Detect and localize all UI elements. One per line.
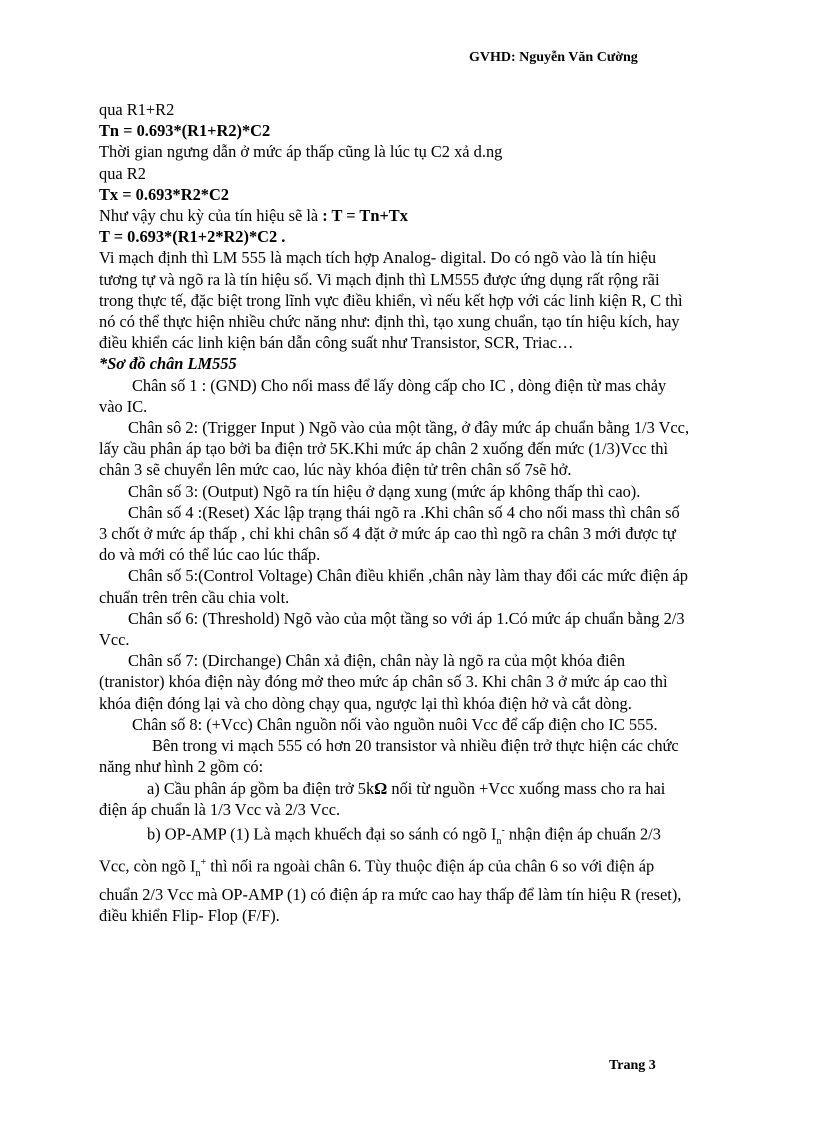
intro-paragraph: Vi mạch định thì LM 555 là mạch tích hợp Analog- digital. Do có ngõ vào là tín hiệu tương tự và ngõ ra là tín hiệu số. Vi mạch định thì LM555 được ứng dụng rất rộng rãi trong thực tế, đặc biệt trong lĩnh vực điều khiển, vì nếu kết hợp với các linh kiện R, C thì nó có thể thực hiện nhiều chức năng như: định thì, tạo xung chuẩn, tạo tín hiệu kích, hay điều khiển các linh kiện bán dẫn công suất như Transistor, SCR, Triac…: [99, 248, 683, 353]
item-a-text: a) Cầu phân áp gồm ba điện trở 5k: [147, 778, 375, 798]
page-number: Trang 3: [609, 1058, 656, 1073]
formula-tn: Tn = 0.693*(R1+R2)*C2: [99, 121, 271, 141]
period-line: [99, 205, 691, 226]
inside-paragraph: Bên trong vi mạch 555 có hơn 20 transistor và nhiều điện trở thực hiện các chức năng như hình 2 gồm có:: [99, 736, 679, 777]
text-line: qua R1+R2: [99, 100, 175, 119]
pin-8-paragraph: Chân số 8: (+Vcc) Chân nguồn nối vào nguồn nuôi Vcc để cấp điện cho IC 555.: [132, 714, 658, 734]
superscript: -: [501, 824, 505, 836]
pin-1-paragraph: Chân số 1 : (GND) Cho nối mass để lấy dòng cấp cho IC , dòng điện từ mas chảy vào IC.: [99, 375, 667, 416]
item-b-text-end: thì nối ra ngoài chân 6. Tùy thuộc điện áp của chân 6 so với điện áp chuẩn 2/3 Vcc mà OP-AMP (1) có điện áp ra mức cao hay thấp để làm tín hiệu R (reset), điều khiển Flip- Flop (F/F).: [99, 856, 682, 926]
superscript: +: [200, 856, 207, 868]
item-b-paragraph: [99, 820, 691, 926]
item-a-paragraph: [99, 778, 691, 820]
pin-7-paragraph: Chân số 7: (Dirchange) Chân xả điện, chân này là ngõ ra của một khóa điên (tranistor) khóa điện này đóng mở theo mức áp chân số 3. Khi chân 3 ở mức áp cao thì khóa điện đóng lại và cho dòng chạy qua, ngược lại thì khóa điện hở và cắt dòng.: [99, 651, 668, 713]
section-heading: *Sơ đồ chân LM555: [99, 354, 237, 374]
item-b-text-cont: nhận điện áp chuẩn 2/3 Vcc, còn ngõ I: [99, 824, 661, 876]
page-header: GVHD: Nguyễn Văn Cường: [469, 50, 638, 65]
document-body: [99, 99, 691, 926]
pin-4-paragraph: Chân số 4 :(Reset) Xác lập trạng thái ngõ ra .Khi chân số 4 cho nối mass thì chân số 3 chốt ở mức áp thấp , chỉ khi chân số 4 đặt ở mức áp cao thì ngõ ra chân 3 mới được tự do và mới có thể lúc cao lúc thấp.: [99, 502, 680, 565]
pin-2-paragraph: Chân sô 2: (Trigger Input ) Ngõ vào của một tầng, ở đây mức áp chuẩn bằng 1/3 Vcc, lấy cầu phân áp tạo bởi ba điện trở 5K.Khi mức áp chân 2 xuống đến mức (1/3)Vcc thì chân 3 sẽ chuyển lên mức cao, lúc này khóa điện tử trên chân số 7sẽ hở.: [99, 418, 690, 480]
text-line: qua R2: [99, 163, 146, 183]
period-text: Như vậy chu kỳ của tín hiệu sẽ là: [99, 206, 323, 226]
pin-3-paragraph: Chân số 3: (Output) Ngõ ra tín hiệu ở dạng xung (mức áp không thấp thì cao).: [128, 481, 641, 501]
formula-tx: Tx = 0.693*R2*C2: [99, 184, 229, 204]
pin-6-paragraph: Chân số 6: (Threshold) Ngõ vào của một tầng so với áp 1.Có mức áp chuẩn bằng 2/3 Vcc.: [99, 608, 685, 650]
period-formula: : T = Tn+Tx: [322, 206, 408, 226]
text-line: Thời gian ngưng dẫn ở mức áp thấp cũng là lúc tụ C2 xả d.ng: [99, 142, 503, 162]
subscript: n: [195, 867, 201, 879]
subscript: n: [496, 835, 502, 847]
item-a-text-cont: nối từ nguồn +Vcc xuống mass cho ra hai điện áp chuẩn là 1/3 Vcc và 2/3 Vcc.: [99, 778, 666, 819]
omega-symbol: Ω: [374, 778, 388, 798]
item-b-text: b) OP-AMP (1) Là mạch khuếch đại so sánh có ngõ I: [147, 824, 497, 844]
formula-t: T = 0.693*(R1+2*R2)*C2 .: [99, 227, 286, 247]
pin-5-paragraph: Chân số 5:(Control Voltage) Chân điều khiển ,chân này làm thay đổi các mức điện áp chuẩn trên trên cầu chia volt.: [99, 566, 688, 607]
